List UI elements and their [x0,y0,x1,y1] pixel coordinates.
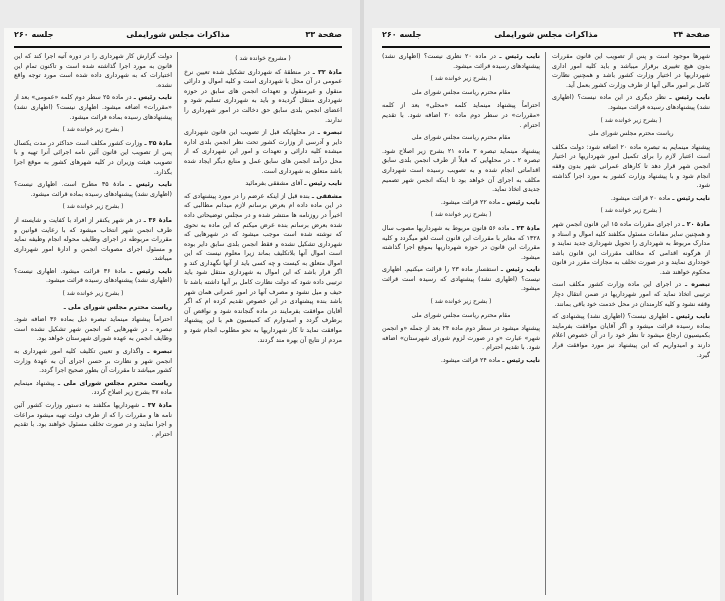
journal-title: مذاکرات مجلس شورایملی [126,30,230,39]
paragraph [552,280,710,309]
paragraph-text: ماده ۲۴ قرائت میشود. [440,357,501,365]
paragraph-text: در محلهایکه قبل از تصویب این قانون شهرداری دایر و آدرسی از وزارت کشور تحت نظر انجمن بلدی اداره میشده کلیه دارائی و تعهدات و امور این شهرداری که از محل درآمد انجمن های سابق عمل و منابع دیگر ایجاد شده باشد متعلق به شهرداری است. [184,129,342,175]
paragraph [184,128,342,176]
left-page [4,28,352,601]
text-column-left [14,52,172,595]
paragraph [14,139,172,177]
paragraph [552,143,710,191]
speaker-or-article-label: نایب رئیس ـ [304,180,342,188]
paragraph-text: ( بشرح زیر خوانده شد ) [62,203,124,211]
paragraph-text: ماده ۵۶ قانون مربوط به شهرداریها مصوب سال ۱۳۲۸ که مغایر با مقررات این قانون است لغو میگردد و کلیه مقررات این قانون در حوزه شهرداریها بموقع اجرا گذاشته میشود. [382,224,540,261]
paragraph-text: نظر دیگری در این ماده نیست؟ (اظهاری نشد) پیشنهادهای رسیده قرائت میشود. [552,94,710,111]
right-page [372,28,720,601]
text-column-right [552,52,710,595]
speaker-or-article-label: مادهٔ ۲۰ ـ [682,220,710,228]
paragraph [382,147,540,195]
paragraph [184,68,342,126]
paragraph-text: شهرداریها مکلفند به دستور وزارت کشور آئین نامه ها و مقررات را که از طرف دولت تهیه میشود مراعات و اجرا نمایند و در صورت تخلف مسئول خواهند بود. با تقدیم احترام . [14,402,172,438]
session-number: جلسه ۲۶۰ [382,30,422,39]
paragraph-text: شهرها موجود است و پس از تصویب این قانون مقررات بدون هیچ تغییری برقرار میباشد و باید کلیه امور اداری شهرداریها در اختیار وزارت کشور باشد و همچنین نظارت کامل بر امور مالی آنها از طرف وزارت کشور بعمل آید. [552,53,710,89]
paragraph [382,101,540,130]
paragraph-text: پیشنهاد مینمایم به تبصره ماده ۲۰ اضافه شود: دولت مکلف است اعتبار لازم را برای تکمیل امور شهرداریها در اختیار انجمن شهر قرار دهد تا کارهای عمرانی شهر بدون وقفه انجام شود و با پیشنهاد وزارت کشور به مورد اجرا گذاشته شود. [552,143,710,190]
reading-note [184,54,342,64]
header-rule [382,46,710,48]
paragraph-text: مادهٔ ۳۵ مطرح است. اظهاری نیست؟ (اظهاری نشد) پیشنهادهای رسیده بماده قرائت میشود. [14,181,172,198]
reading-note [382,210,540,220]
speaker-or-article-label: مادهٔ ۳۲ ـ [312,68,342,76]
header-rule [14,46,342,48]
paragraph-text: ریاست محترم مجلس شورای ملی [588,130,674,138]
paragraph-text: اظهاری نیست؟ (اظهاری نشد) پیشنهادی که بماده رسیده قرائت میشود و اگر آقایان موافقت بفرمایند بکمیسیون ارجاع میشود تا نظر خود را در آن خصوص اعلام دارند و امیدواریم که این پیشنهاد نیز مورد موافقت قرار گیرد. [552,313,710,359]
paragraph [552,93,710,112]
paragraph [184,179,342,189]
reading-note [382,311,540,321]
page-number: صفحة ۳۳ [305,30,342,39]
reading-note [382,297,540,307]
paragraph-text: مقام محترم ریاست مجلس شورای ملی [411,311,511,319]
paragraph-text: در هر شهر یکنفر از افراد با کفایت و شایسته از طرف انجمن شهر انتخاب میشود که با رعایت قوانین و مقررات مربوطه در اجرای وظایف محوله انجام وظیفه نماید و مسئول اجرای مصوبات انجمن و ادارهٔ امور شهرداری میباشد. [14,216,172,263]
paragraph-text: ( بشرح زیر خوانده شد ) [600,116,662,124]
speaker-or-article-label: تبصره ـ [684,281,710,289]
paragraph-text: واگذاری و تعیین تکلیف کلیه امور شهرداری به انجمن شهر و نظارت بر حسن اجرای آن به عهدهٔ وزارت کشور میباشد تا مقررات آن بطور صحیح اجرا گردد. [14,348,172,375]
speaker-or-article-label: نایب رئیس ـ [499,53,540,60]
paragraph [14,379,172,398]
paragraph [14,315,172,344]
speaker-or-article-label: نایب رئیس ـ [671,313,710,321]
speaker-or-article-label: نایب رئیس ـ [130,267,172,275]
paragraph [14,93,172,122]
text-column-right [184,52,342,595]
reading-note [552,206,710,216]
paragraph-text: مقام محترم ریاست مجلس شورای ملی [411,88,511,96]
speaker-or-article-label: ریاست محترم مجلس شورای ملی ـ [57,379,172,387]
paragraph [382,265,540,294]
page-number: صفحة ۳۴ [673,30,710,39]
speaker-or-article-label: تبصره ـ [147,348,172,356]
paragraph-text: استفسار ماده ۲۳ را قرائت میکنیم. اظهاری نیست؟ (اظهاری نشد) پیشنهادی که رسیده است قرائت میشود. [382,266,540,293]
paragraph-text: ماده ۲۲ قرائت میشود. [440,198,501,206]
paragraph [14,401,172,439]
paragraph-text: ( بشرح زیر خوانده شد ) [430,211,492,219]
reading-note [382,88,540,98]
column-divider [177,52,178,595]
column-divider [545,52,546,595]
page-header [382,30,710,44]
paragraph-text: بنده قبل از اینکه عرضم را در مورد پیشنهادی که در این ماده داده ام بعرض برسانم لازم میدانم مطالبی که اخیراً در روزنامه ها منتشر شده و در مجلس توضیحاتی داده شده بعرض برسانم بنده عرض میکنم که این ماده به نحوی که نوشته شده است موجب میشود که در شهرهایی که شهرداری تشکیل نشده و فقط انجمن بلدی سابق دایر بوده است اموال آنها بلاتکلیف بماند زیرا معلوم نیست که این اموال متعلق به کیست و چه کسی باید از آنها نگهداری کند و اگر قرار باشد که این اموال به شهرداری منتقل شود باید ترتیبی داده شود که دولت نظارت کامل بر آنها داشته باشد تا حیف و میل نشود و مصرف آنها در امور عمرانی همان شهر باشد بنده پیشنهادی در این خصوص تقدیم کرده ام که اگر آقایان موافقت بفرمایند در ماده گنجانده شود و نواقص آن برطرف گردد و امیدوارم که کمیسیون هم با این پیشنهاد موافقت نماید تا کار شهرداریها به نحو مطلوب انجام شود و مردم از نتایج آن بهره مند گردند. [184,192,342,344]
paragraph-text: ( بشرح زیر خوانده شد ) [62,290,124,298]
paragraph-text: آقای مشفقی بفرمائید [245,180,303,188]
speaker-or-article-label: نایب رئیس ـ [500,266,540,274]
reading-note [552,129,710,139]
page-header [14,30,342,44]
paragraph-text: در منطقهٔ که شهرداری تشکیل شده تعیین نرخ عمومی در آن محل با شهرداری است و کلیه اموال و دارائی منقول و غیرمنقول و تعهدات انجمن های سابق در حوزه شهرداری منتقل گردیده و باید به شهرداری تسلیم شود و اعضای انجمن بلدی سابق حق دخالت در امور شهرداری را ندارند. [184,68,342,124]
paragraph [14,267,172,286]
paragraph [552,312,710,360]
paragraph-text: در ماده ۲۵ سطر دوم کلمه «عمومی» بعد از «مقررات» اضافه میشود. اظهاری نیست؟ (اظهاری نشد) پیشنهادهای رسیده بماده قرائت میشود. [14,94,172,121]
paragraph [552,52,710,90]
speaker-or-article-label: نایب رئیس ـ [669,94,710,102]
paragraph [14,52,172,90]
session-number: جلسه ۲۶۰ [14,30,54,39]
text-column-left [382,52,540,595]
speaker-or-article-label: مادهٔ ۳۷ ـ [142,402,172,409]
reading-note [382,133,540,143]
paragraph [14,180,172,199]
paragraph-text: پیشنهاد میشود در سطر دوم ماده ۲۴ بعد از جمله «و انجمن شهر» عبارت «و در صورت لزوم شورای شهرستان» اضافه شود. با تقدیم احترام . [382,325,540,352]
speaker-or-article-label: نایب رئیس ـ [672,194,710,202]
reading-note [382,74,540,84]
reading-note [14,202,172,212]
reading-note [552,116,710,126]
paragraph-text: در اجرای مقررات ماده ۱۵ این قانون انجمن شهر و همچنین سایر مقامات مسئول مکلفند کلیه اموال و اسناد و مدارک مربوط به شهرداری را تحویل شهرداری جدید نمایند و از هرگونه اقدامی که مخالف مقررات این قانون باشد خودداری نمایند و در صورت تخلف به مجازات مقرر در قانون محکوم خواهند شد. [552,220,710,276]
speaker-or-article-label: نایب رئیس ـ [502,198,540,206]
paragraph [382,356,540,366]
speaker-or-article-label: ریاست محترم مجلس شورای ملی ـ [63,303,172,311]
paragraph-text: وزارت کشور مکلف است حداکثر در مدت یکسال پس از تصویب این قانون آئین نامه اجرائی آنرا تهیه و با تصویب هیئت وزیران در کلیه شهرهای کشور به موقع اجرا بگذارد. [14,139,172,176]
paragraph-text: پیشنهاد مینمایم ماده ۳۷ بشرح زیر اصلاح گردد. [14,379,172,397]
reading-note [14,125,172,135]
journal-title: مذاکرات مجلس شورایملی [494,30,598,39]
paragraph [14,216,172,264]
speaker-or-article-label: نایب رئیس ـ [502,357,540,365]
paragraph [552,220,710,278]
paragraph-text: ( بشرح زیر خوانده شد ) [600,207,662,215]
paragraph-text: ماده ۲۰ قرائت میشود. [610,194,671,202]
paragraph-text: احتراماً پیشنهاد مینماید تبصره ذیل بماده ۳۶ اضافه شود. تبصره ـ در شهرهایی که انجمن شهر تشکیل نشده است وظایف انجمن به عهده شورای شهرستان خواهد بود. [14,316,172,343]
paragraph [552,194,710,204]
paragraph-text: در ماده ۲۰ نظری نیست؟ (اظهاری نشد) پیشنهادهای رسیده قرائت میشود. [382,53,540,70]
speaker-or-article-label: نایب رئیس ـ [129,181,172,189]
book-gutter [360,0,364,601]
speaker-or-article-label: مادهٔ ۲۳ ـ [511,224,540,232]
paragraph-text: دولت گزارش کار شهرداری را در دوره آتیه اجرا کند که این قانون به مورد اجرا گذاشته شده است و تاکنون تمام این اختیارات که به شهرداری داده شده است مورد توجه واقع نشده. [14,53,172,89]
paragraph [382,224,540,262]
paragraph-text: در اجرای این ماده وزارت کشور مکلف است ترتیبی اتخاذ نماید که امور شهرداریها در ضمن انتقال دچار وقفه نشود و کلیه کارمندان در محل خدمت خود باقی بمانند. [552,281,710,308]
speaker-or-article-label: نایب رئیس ـ [133,94,172,102]
reading-note [14,289,172,299]
paragraph [382,52,540,71]
paragraph-text: مقام محترم ریاست مجلس شورای ملی [411,134,511,142]
paragraph [382,198,540,208]
paragraph [14,347,172,376]
speaker-or-article-label: تبصره ـ [317,129,342,137]
paragraph-text: مادهٔ ۳۶ قرائت میشود. اظهاری نیست؟ (اظهاری نشد) پیشنهادهای رسیده قرائت میشود. [14,267,172,285]
speaker-or-article-label: مادهٔ ۳۵ ـ [144,139,172,147]
speaker-or-article-label: مشفقی ـ [311,192,342,200]
paragraph [14,303,172,313]
paragraph-text: ( بشرح زیر خوانده شد ) [62,126,124,134]
paragraph-text: ( بشرح زیر خوانده شد ) [430,298,492,306]
paragraph-text: احتراماً پیشنهاد مینماید کلمه «محلی» بعد از کلمه «مقررات» در سطر دوم ماده ۲۰ اضافه شود. با تقدیم احترام . [382,102,540,129]
paragraph [184,192,342,346]
speaker-or-article-label: مادهٔ ۳۶ ـ [143,216,172,224]
paragraph-text: ( بشرح زیر خوانده شد ) [430,75,492,83]
paragraph-text: ( مشروح خوانده شد ) [235,55,291,62]
paragraph-text: پیشنهاد مینماید تبصره ۲ ماده ۲۱ بشرح زیر اصلاح شود. تبصره ۲ ـ در محلهایی که قبلاً از طرف انجمن بلدی سابق اقداماتی انجام شده و به تصویب رسیده است شهرداری مکلف به اجرای آن خواهد بود تا اینکه انجمن شهر تصمیم جدیدی اتخاذ نماید. [382,147,540,194]
paragraph [382,324,540,353]
